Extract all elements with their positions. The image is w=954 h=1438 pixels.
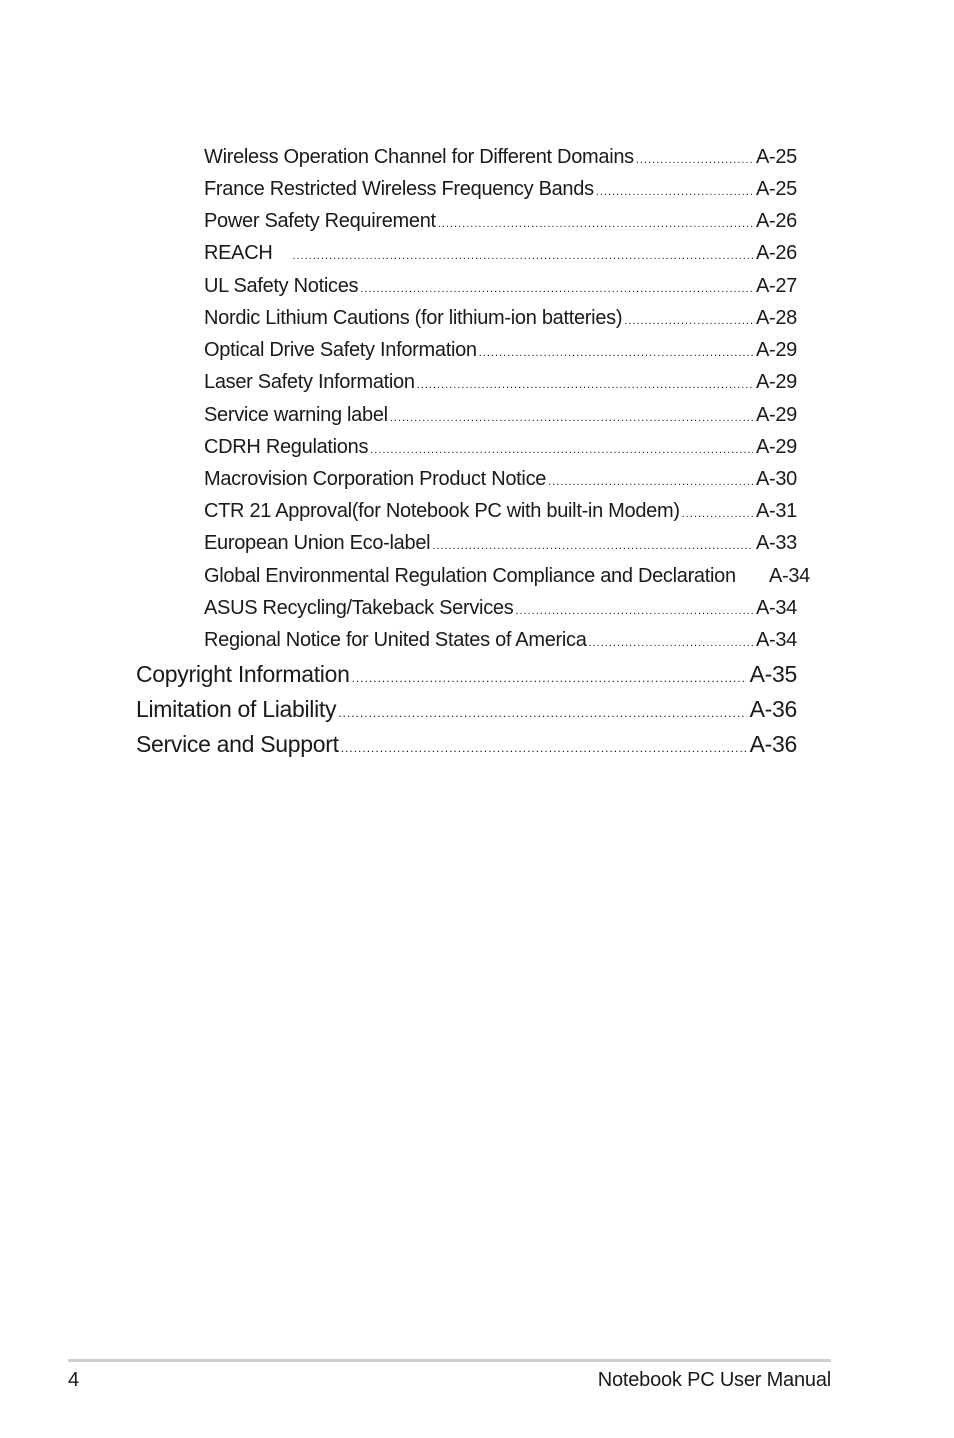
- toc-entry[interactable]: [204, 500, 797, 528]
- toc-entry-title: Optical Drive Safety Information: [204, 339, 477, 361]
- toc-entry[interactable]: [204, 339, 797, 367]
- footer-divider: [68, 1359, 831, 1362]
- toc-leader-dots: [515, 605, 753, 617]
- toc-leader-dots: [624, 315, 753, 327]
- toc-entry-title: Macrovision Corporation Product Notice: [204, 468, 547, 490]
- toc-leader-dots: [589, 637, 753, 649]
- toc-entry-title: Laser Safety Information: [204, 371, 415, 393]
- footer-page-number: 4: [68, 1369, 80, 1391]
- toc-entry-title: ASUS Recycling/Takeback Services: [204, 597, 514, 619]
- toc-entry[interactable]: [204, 629, 797, 657]
- toc-leader-dots: [596, 186, 753, 198]
- toc-leader-dots: [432, 540, 753, 552]
- toc-entry-page: A-29: [755, 436, 797, 458]
- toc-entry-title: Copyright Information: [136, 661, 350, 687]
- toc-leader-dots: [293, 250, 753, 262]
- toc-entry-title: CTR 21 Approval(for Notebook PC with built-in Modem): [204, 500, 680, 522]
- toc-entry-page: A-27: [755, 275, 797, 297]
- toc-entry[interactable]: [204, 210, 797, 238]
- toc-entry-page: A-33: [755, 532, 797, 554]
- toc-entry-page: A-26: [755, 210, 797, 232]
- toc-leader-dots: [341, 741, 747, 755]
- toc-leader-dots: [390, 412, 753, 424]
- toc-entry-page: A-31: [755, 500, 797, 522]
- toc-entry-page: A-36: [749, 696, 797, 722]
- toc-entry[interactable]: [204, 371, 797, 399]
- footer-manual-title: Notebook PC User Manual: [597, 1369, 831, 1391]
- toc-main-entry[interactable]: [136, 696, 797, 728]
- toc-entry[interactable]: [204, 532, 797, 560]
- toc-entry[interactable]: [204, 242, 797, 270]
- toc-entry[interactable]: [204, 178, 797, 206]
- toc-leader-dots: [370, 444, 753, 456]
- toc-entry[interactable]: [204, 468, 797, 496]
- toc-entry-title: UL Safety Notices: [204, 275, 359, 297]
- toc-leader-dots: [338, 706, 746, 720]
- toc-entry-title: REACH: [204, 242, 273, 264]
- toc-leader-dots: [438, 218, 753, 230]
- toc-entry[interactable]: [204, 275, 797, 303]
- toc-entry-page: A-34: [755, 629, 797, 651]
- toc-leader-dots: [548, 476, 753, 488]
- toc-entry-title: CDRH Regulations: [204, 436, 369, 458]
- toc-leader-dots: [636, 154, 753, 166]
- toc-entry-page: A-29: [755, 339, 797, 361]
- toc-entry-page: A-29: [755, 404, 797, 426]
- toc-entry-title: Power Safety Requirement: [204, 210, 436, 232]
- toc-entry-title: European Union Eco-label: [204, 532, 431, 554]
- toc-entry-title: Nordic Lithium Cautions (for lithium-ion batteries): [204, 307, 623, 329]
- toc-entry-title: Limitation of Liability: [136, 696, 337, 722]
- toc-leader-dots: [360, 283, 753, 295]
- toc-leader-dots: [682, 508, 753, 520]
- toc-entry[interactable]: [204, 565, 810, 593]
- toc-leader-dots: [479, 347, 753, 359]
- toc-entry-title: Regional Notice for United States of America: [204, 629, 587, 651]
- toc-entry-title: France Restricted Wireless Frequency Bands: [204, 178, 594, 200]
- toc-entry-page: A-35: [749, 661, 797, 687]
- toc-entry-page: A-30: [755, 468, 797, 490]
- toc-entry-title: Wireless Operation Channel for Different Domains: [204, 146, 634, 168]
- toc-main-entry[interactable]: [136, 731, 797, 763]
- toc-entry-page: A-36: [749, 731, 797, 757]
- toc-entry-page: A-29: [755, 371, 797, 393]
- toc-entry-title: Service and Support: [136, 731, 339, 757]
- toc-entry[interactable]: [204, 404, 797, 432]
- toc-leader-dots: [352, 671, 747, 685]
- toc-entry-title: Global Environmental Regulation Compliance and Declaration: [204, 565, 736, 587]
- toc-leader-dots: [417, 379, 753, 391]
- toc-main-entry[interactable]: [136, 661, 797, 693]
- toc-entry-title: Service warning label: [204, 404, 388, 426]
- toc-entry[interactable]: [204, 307, 797, 335]
- toc-entry-page: A-26: [755, 242, 797, 264]
- toc-entry-page: A-34: [768, 565, 810, 587]
- toc-entry-page: A-34: [755, 597, 797, 619]
- toc-entry[interactable]: [204, 146, 797, 174]
- toc-entry-page: A-25: [755, 178, 797, 200]
- toc-entry[interactable]: [204, 436, 797, 464]
- toc-entry[interactable]: [204, 597, 797, 625]
- toc-entry-page: A-28: [755, 307, 797, 329]
- toc-entry-page: A-25: [755, 146, 797, 168]
